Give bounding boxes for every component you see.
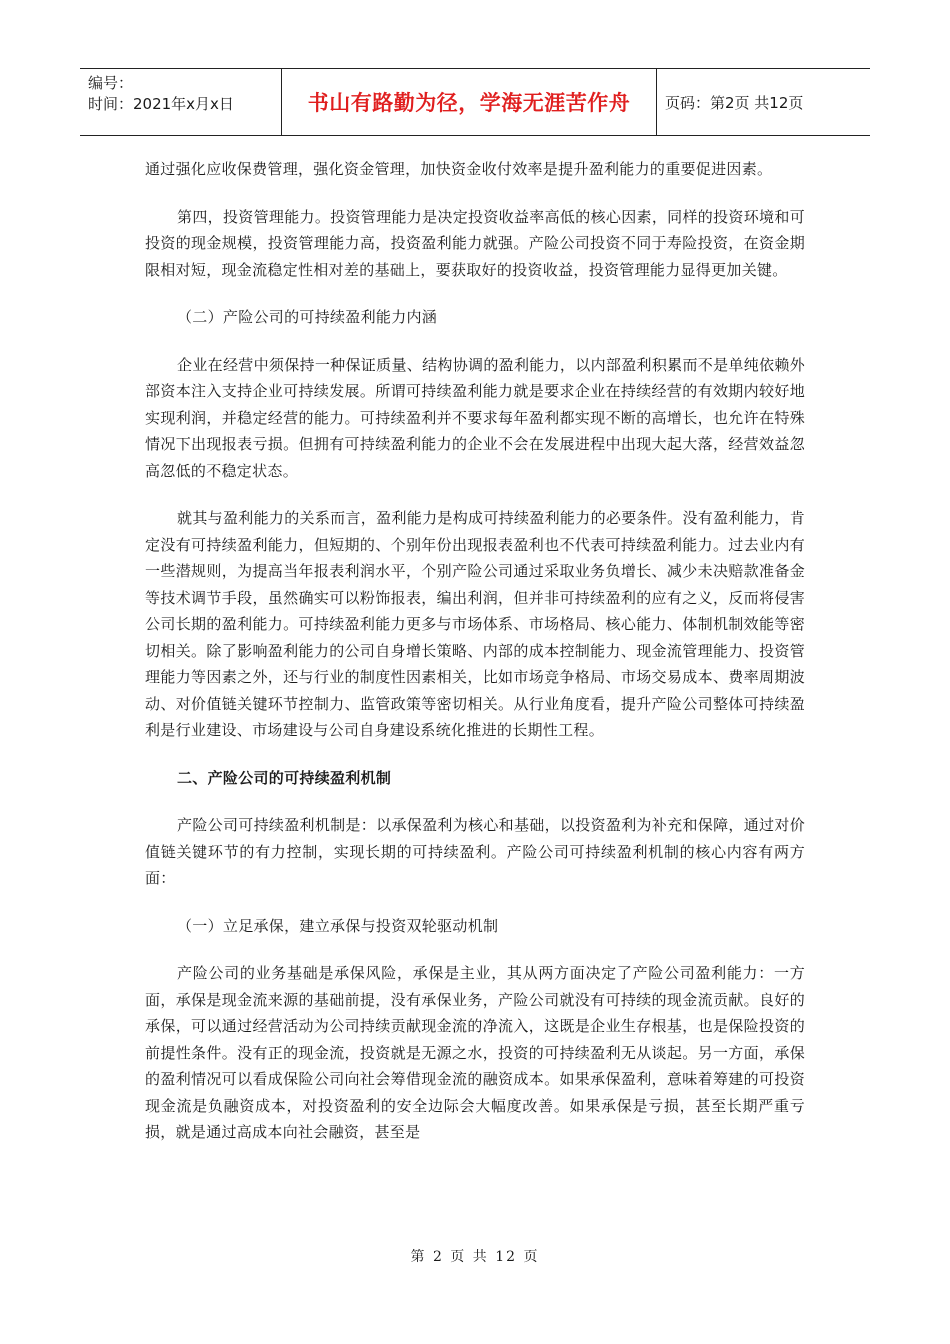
- paragraph: 第四，投资管理能力。投资管理能力是决定投资收益率高低的核心因素，同样的投资环境和可投资的现金规模，投资管理能力高，投资盈利能力就强。产险公司投资不同于寿险投资，在资金期限相对短，现金流稳定性相对差的基础上，要获取好的投资收益，投资管理能力显得更加关键。: [145, 207, 805, 279]
- page-header: [80, 68, 870, 136]
- paragraph: 产险公司可持续盈利机制是：以承保盈利为核心和基础，以投资盈利为补充和保障，通过对价值链关键环节的有力控制，实现长期的可持续盈利。产险公司可持续盈利机制的核心内容有两方面：: [145, 816, 805, 887]
- document-body: [145, 156, 805, 1167]
- paragraph: 就其与盈利能力的关系而言，盈利能力是构成可持续盈利能力的必要条件。没有盈利能力，肯定没有可持续盈利能力，但短期的、个别年份出现报表盈利也不代表可持续盈利能力。过去业内有一些潜规则，为提高当年报表利润水平，个别产险公司通过采取业务负增长、减少未决赔款准备金等技术调节手段，虽然确实可以粉饰报表，编出利润，但并非可持续盈利的应有之义，反而将侵害公司长期的盈利能力。可持续盈利能力更多与市场体系、市场格局、核心能力、体制机制效能等密切相关。除了影响盈利能力的公司自身增长策略、内部的成本控制能力、现金流管理能力、投资管理能力等因素之外，还与行业的制度性因素相关，比如市场竞争格局、市场交易成本、费率周期波动、对价值链关键环节控制力、监管政策等密切相关。从行业角度看，提升产险公司整体可持续盈利是行业建设、市场建设与公司自身建设系统化推进的长期性工程。: [145, 509, 805, 739]
- header-page-info-cell: [657, 69, 870, 135]
- document-number: 编号：: [88, 74, 134, 92]
- header-page-info: 页码：第2页 共12页: [665, 93, 804, 112]
- header-motto: 书山有路勤为径，学海无涯苦作舟: [307, 91, 631, 115]
- header-motto-cell: [282, 69, 657, 135]
- page-footer: 第 2 页 共 12 页: [410, 1249, 540, 1265]
- paragraph: 产险公司的业务基础是承保风险，承保是主业，其从两方面决定了产险公司盈利能力：一方面，承保是现金流来源的基础前提，没有承保业务，产险公司就没有可持续的现金流贡献。良好的承保，可以通过经营活动为公司持续贡献现金流的净流入，这既是企业生存根基，也是保险投资的前提性条件。没有正的现金流，投资就是无源之水，投资的可持续盈利无从谈起。另一方面，承保的盈利情况可以看成保险公司向社会筹借现金流的融资成本。如果承保盈利，意味着筹建的可投资现金流是负融资成本，对投资盈利的安全边际会大幅度改善。如果承保是亏损，甚至长期严重亏损，就是通过高成本向社会融资，甚至是: [145, 964, 805, 1141]
- subsection-heading: （一）立足承保，建立承保与投资双轮驱动机制: [177, 916, 499, 935]
- paragraph: 通过强化应收保费管理，强化资金管理，加快资金收付效率是提升盈利能力的重要促进因素。: [145, 160, 773, 178]
- header-meta: [80, 69, 282, 135]
- paragraph: 企业在经营中须保持一种保证质量、结构协调的盈利能力，以内部盈利积累而不是单纯依赖外部资本注入支持企业可持续发展。所谓可持续盈利能力就是要求企业在持续经营的有效期内较好地实现利润，并稳定经营的能力。可持续盈利并不要求每年盈利都实现不断的高增长，也允许在特殊情况下出现报表亏损。但拥有可持续盈利能力的企业不会在发展进程中出现大起大落，经营效益忽高忽低的不稳定状态。: [145, 355, 805, 480]
- document-time: 时间：2021年x月x日: [88, 95, 234, 113]
- subsection-heading: （二）产险公司的可持续盈利能力内涵: [177, 308, 438, 326]
- section-heading: 二、产险公司的可持续盈利机制: [177, 768, 392, 787]
